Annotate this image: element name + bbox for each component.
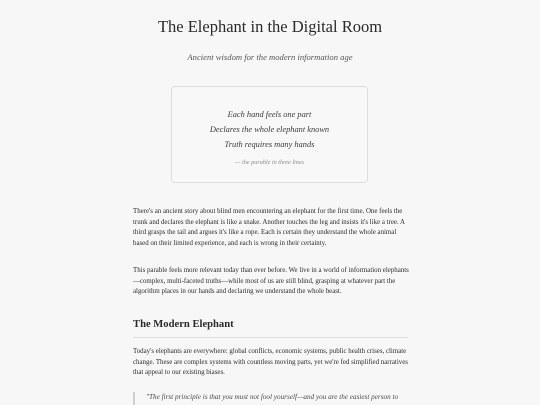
section-heading: The Modern Elephant (133, 319, 234, 330)
poem-box (171, 86, 368, 183)
page-title: The Elephant in the Digital Room (157, 17, 383, 36)
blockquote (133, 392, 408, 405)
paragraph-modern-elephant: Today's elephants are everywhere: global conflicts, economic systems, public health crises, climate change. These are complex systems with countless moving parts, yet we're fed simplified narratives that appeal to our existing biases. (133, 348, 408, 377)
blockquote-text: "The first principle is that you must not fool yourself—and you are the easiest person to (146, 393, 399, 401)
paragraph-relevance: This parable feels more relevant today than ever before. We live in a world of information elephants—complex, multi-faceted truths—while most of us are still blind, grasping at whatever part the algorithm places in our hands and declaring we understand the whole beast. (133, 267, 409, 296)
page-subtitle: Ancient wisdom for the modern information age (187, 52, 353, 62)
poem-line: Each hand feels one part (227, 110, 312, 119)
paragraph-intro: There's an ancient story about blind men encountering an elephant for the first time. One feels the trunk and declares the elephant is like a snake. Another touches the leg and insists it's like a tree. A third grasps the tail and argues it's like a rope. Each is certain they understand the whole animal based on their limited experience, and each is wrong in their certainty. (133, 208, 405, 247)
section-divider (133, 337, 408, 338)
poem-caption: — the parable in three lines (234, 159, 305, 166)
poem-line: Truth requires many hands (224, 140, 315, 149)
poem-line: Declares the whole elephant known (209, 125, 330, 134)
